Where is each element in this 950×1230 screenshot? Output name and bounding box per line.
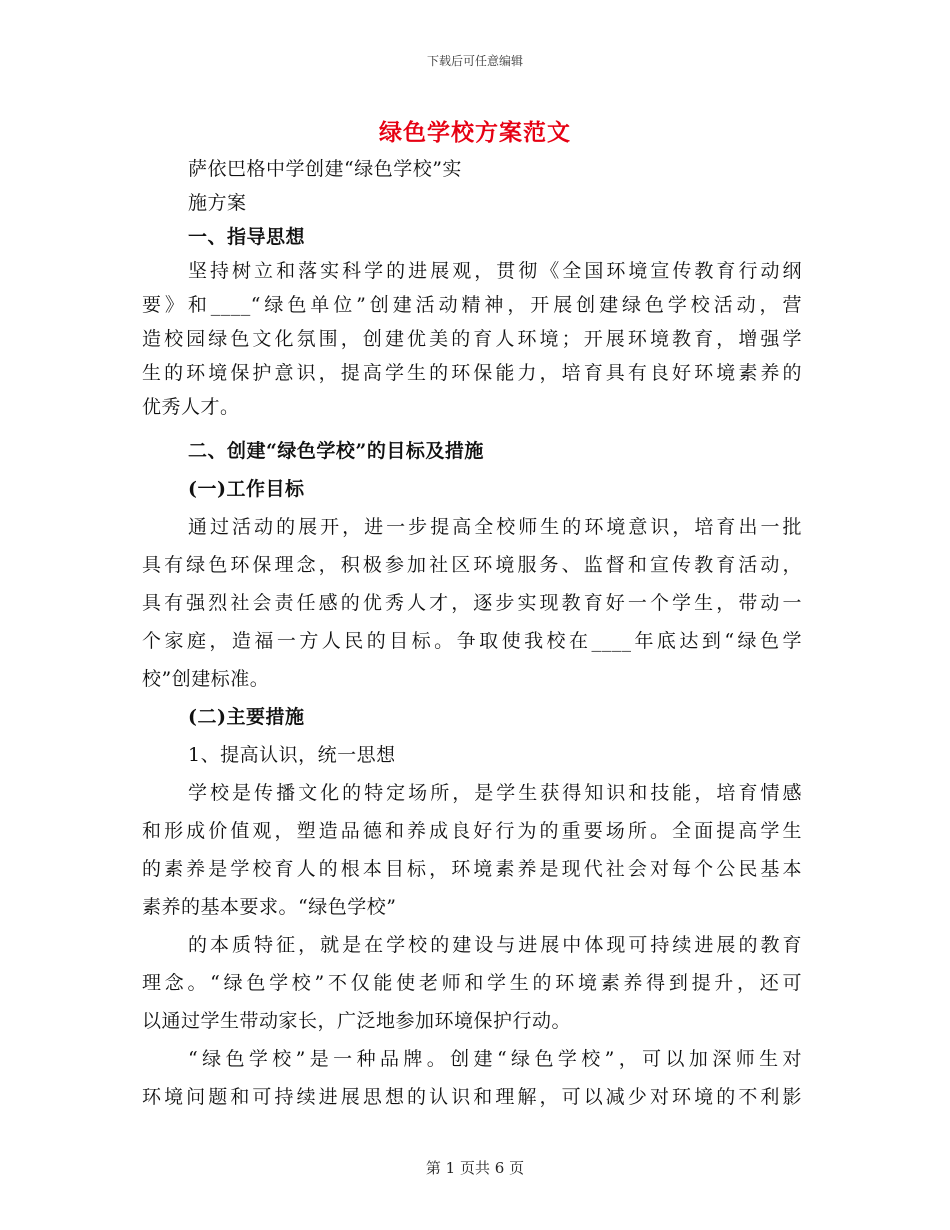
sub-1-line-5: 校”创建标准。 — [142, 668, 270, 690]
para-2-line-1: 的本质特征，就是在学校的建设与进展中体现可持续进展的教育 — [188, 934, 802, 956]
subtitle-line-2: 施方案 — [188, 192, 247, 214]
sub-1-line-2: 具有绿色环保理念，积极参加社区环境服务、监督和宣传教育活动， — [142, 554, 802, 576]
para-3-line-2: 环境问题和可持续进展思想的认识和理解，可以减少对环境的不利影 — [142, 1086, 802, 1108]
sub-1-line-1: 通过活动的展开，进一步提高全校师生的环境意识，培育出一批 — [188, 516, 802, 538]
para-1-line-2: 和形成价值观，塑造品德和养成良好行为的重要场所。全面提高学生 — [142, 820, 802, 842]
section-1-line-2: 要》和____“绿色单位”创建活动精神，开展创建绿色学校活动，营 — [142, 294, 802, 316]
para-3-line-1: “绿色学校”是一种品牌。创建“绿色学校”，可以加深师生对 — [188, 1048, 802, 1070]
subtitle-line-1: 萨依巴格中学创建“绿色学校”实 — [188, 158, 462, 180]
document-title: 绿色学校方案范文 — [379, 119, 571, 146]
para-2-line-3: 以通过学生带动家长，广泛地参加环境保护行动。 — [142, 1010, 572, 1032]
section-1-heading: 一、指导思想 — [188, 226, 306, 248]
section-2-sub-1-heading: (一)工作目标 — [188, 478, 305, 500]
para-1-line-4: 素养的基本要求。“绿色学校” — [142, 896, 397, 918]
sub-2-item-1: 1、提高认识，统一思想 — [188, 744, 396, 766]
section-1-line-3: 造校园绿色文化氛围，创建优美的育人环境；开展环境教育，增强学 — [142, 328, 802, 350]
section-1-line-1: 坚持树立和落实科学的进展观，贯彻《全国环境宣传教育行动纲 — [188, 260, 802, 282]
section-1-line-5: 优秀人才。 — [142, 396, 240, 418]
para-2-line-2: 理念。“绿色学校”不仅能使老师和学生的环境素养得到提升，还可 — [142, 972, 802, 994]
para-1-line-3: 的素养是学校育人的根本目标，环境素养是现代社会对每个公民基本 — [142, 858, 802, 880]
section-1-line-4: 生的环境保护意识，提高学生的环保能力，培育具有良好环境素养的 — [142, 362, 802, 384]
page-footer: 第 1 页共 6 页 — [425, 1159, 525, 1177]
header-note: 下载后可任意编辑 — [426, 54, 523, 68]
section-2-heading: 二、创建“绿色学校”的目标及措施 — [188, 440, 484, 462]
document-body — [142, 152, 802, 1114]
sub-1-line-4: 个家庭，造福一方人民的目标。争取使我校在____年底达到“绿色学 — [142, 630, 802, 652]
sub-1-line-3: 具有强烈社会责任感的优秀人才，逐步实现教育好一个学生，带动一 — [142, 592, 802, 614]
para-1-line-1: 学校是传播文化的特定场所，是学生获得知识和技能，培育情感 — [188, 782, 802, 804]
section-2-sub-2-heading: (二)主要措施 — [188, 706, 305, 728]
